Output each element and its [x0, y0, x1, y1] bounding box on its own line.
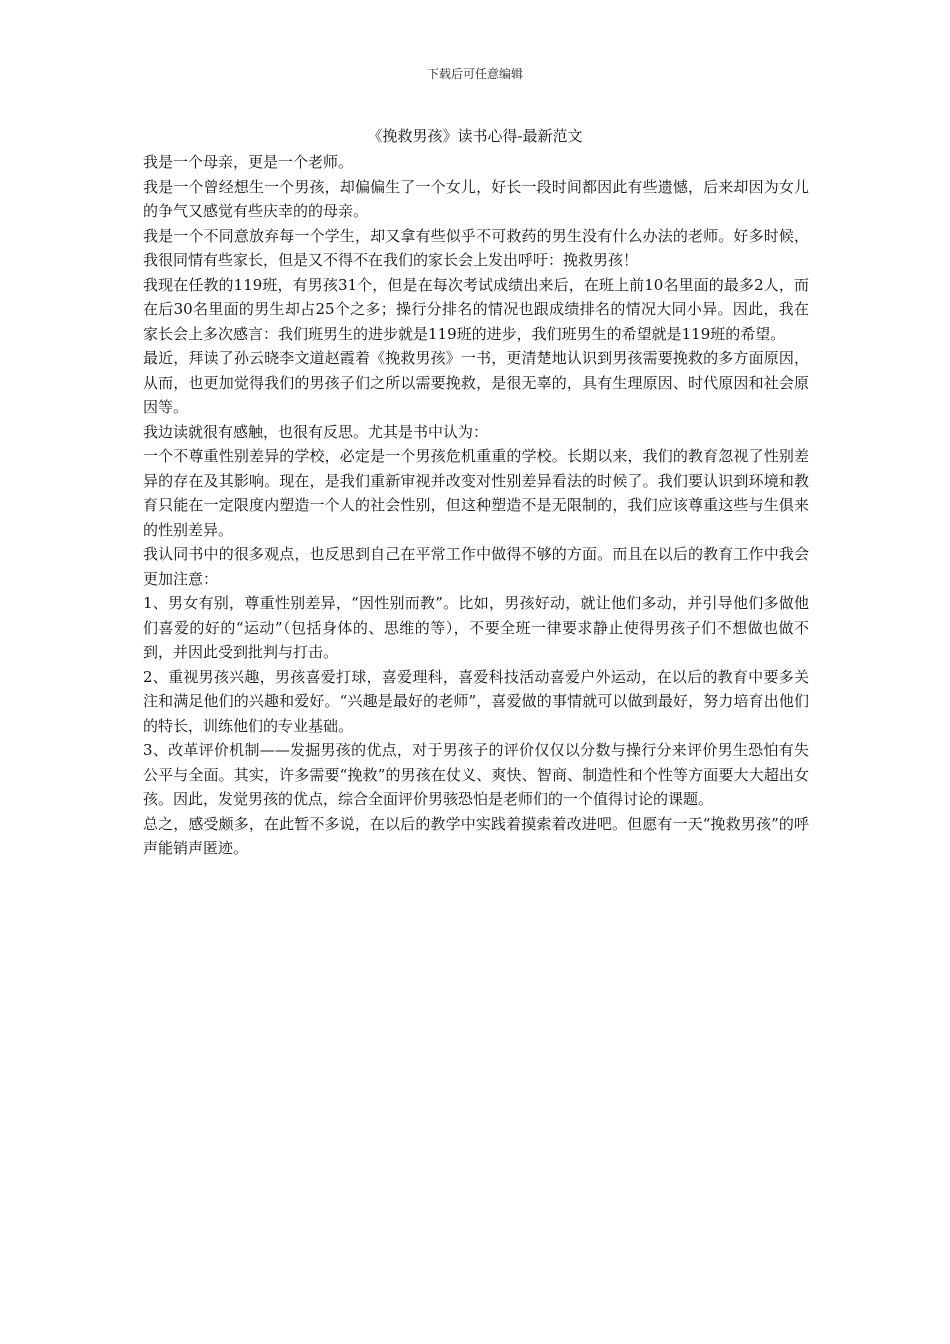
paragraph-1: 我是一个母亲，更是一个老师。: [143, 153, 354, 171]
paragraph-8: 我认同书中的很多观点，也反思到自己在平常工作中做得不够的方面。而且在以后的教育工作中我会更加注意：: [143, 545, 809, 588]
page-header: 下载后可任意编辑: [426, 67, 523, 81]
paragraph-7: 一个不尊重性别差异的学校，必定是一个男孩危机重重的学校。长期以来，我们的教育忽视了性别差异的存在及其影响。现在，是我们重新审视并改变对性别差异看法的时候了。我们要认识到环境和教育只能在一定限度内塑造一个人的社会性别，但这种塑造不是无限制的，我们应该尊重这些与生俱来的性别差异。: [143, 447, 809, 539]
paragraph-10: 2、重视男孩兴趣，男孩喜爱打球，喜爱理科，喜爱科技活动喜爱户外运动，在以后的教育中要多关注和满足他们的兴趣和爱好。“兴趣是最好的老师”，喜爱做的事情就可以做到最好，努力培育出他们的特长，训练他们的专业基础。: [143, 667, 809, 735]
paragraph-12: 总之，感受颇多，在此暂不多说，在以后的教学中实践着摸索着改进吧。但愿有一天“挽救男孩”的呼声能销声匿迹。: [143, 814, 809, 857]
document-body: [143, 150, 809, 861]
paragraph-3: 我是一个不同意放弃每一个学生，却又拿有些似乎不可救药的男生没有什么办法的老师。好多时候，我很同情有些家长，但是又不得不在我们的家长会上发出呼吁：挽救男孩！: [143, 226, 809, 269]
paragraph-5: 最近，拜读了孙云晓李文道赵霞着《挽救男孩》一书，更清楚地认识到男孩需要挽救的多方面原因，从而，也更加觉得我们的男孩子们之所以需要挽救，是很无辜的，具有生理原因、时代原因和社会原因等。: [143, 349, 809, 416]
paragraph-6: 我边读就很有感触，也很有反思。尤其是书中认为：: [143, 422, 489, 441]
document-title: 《挽救男孩》读书心得-最新范文: [367, 127, 583, 145]
paragraph-4: 我现在任教的119班，有男孩31个，但是在每次考试成绩出来后，在班上前10名里面的最多2人，而在后30名里面的男生却占25个之多；操行分排名的情况也跟成绩排名的情况大同小异。因此，我在家长会上多次感言：我们班男生的进步就是119班的进步，我们班男生的希望就是119班的希望。: [143, 275, 809, 343]
paragraph-11: 3、改革评价机制——发掘男孩的优点，对于男孩子的评价仅仅以分数与操行分来评价男生恐怕有失公平与全面。其实，许多需要“挽救”的男孩在仗义、爽快、智商、制造性和个性等方面要大大超出女孩。因此，发觉男孩的优点，综合全面评价男骇恐怕是老师们的一个值得讨论的课题。: [143, 741, 809, 808]
paragraph-9: 1、男女有别，尊重性别差异，“因性别而教”。比如，男孩好动，就让他们多动，并引导他们多做他们喜爱的好的“运动”（包括身体的、思维的等），不要全班一律要求静止使得男孩子们不想做也做不到，并因此受到批判与打击。: [143, 594, 809, 661]
paragraph-2: 我是一个曾经想生一个男孩，却偏偏生了一个女儿，好长一段时间都因此有些遗憾，后来却因为女儿的争气又感觉有些庆幸的的母亲。: [143, 177, 809, 220]
